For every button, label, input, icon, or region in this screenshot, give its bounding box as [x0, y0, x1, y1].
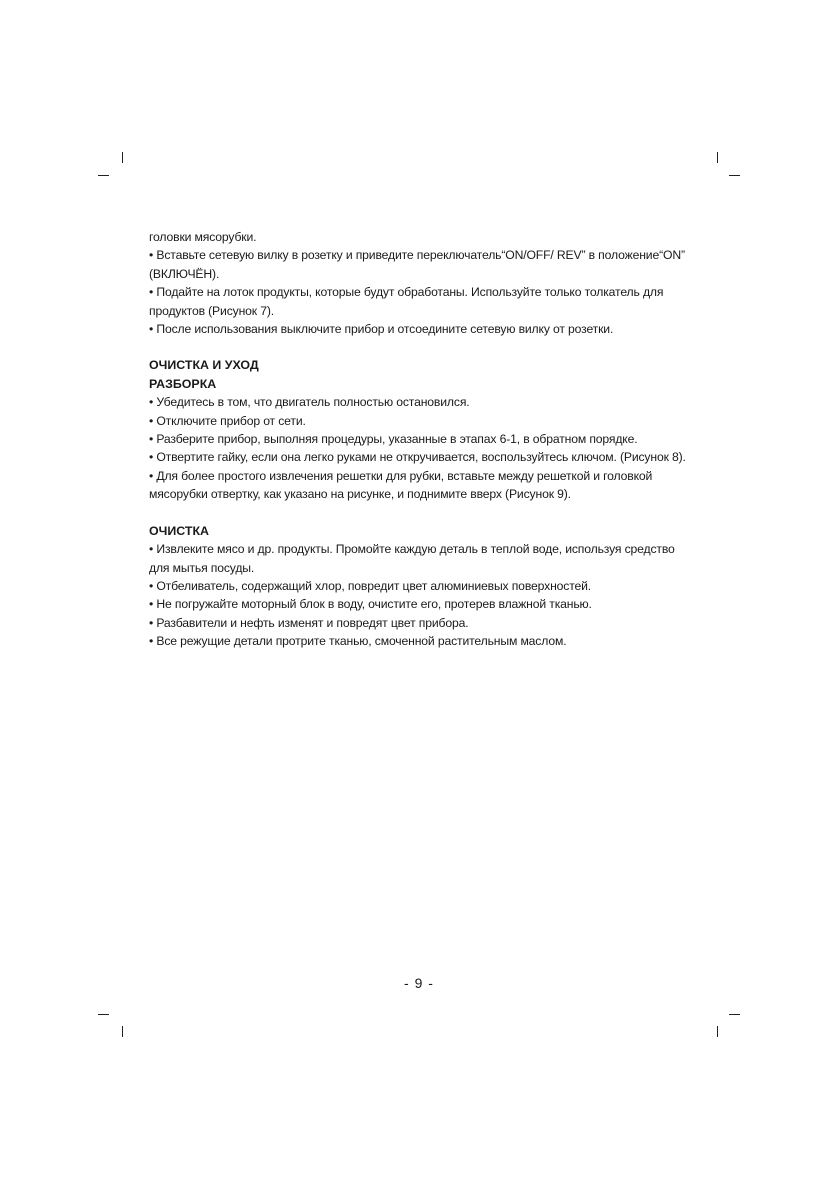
- crop-mark-top-left-vertical: [122, 152, 123, 163]
- crop-mark-bottom-left-horizontal: [98, 1014, 109, 1015]
- list-item: • Отключите прибор от сети.: [149, 413, 306, 428]
- section-title: ОЧИСТКА И УХОД: [149, 358, 259, 373]
- intro-line: • Вставьте сетевую вилку в розетку и приведите переключатель“ON/OFF/ REV” в положение“ON” (ВКЛЮЧЁН).: [149, 248, 685, 281]
- list-item: • Для более простого извлечения решетки для рубки, вставьте между решеткой и головкой мясорубки отвертку, как указано на рисунке, и поднимите вверх (Рисунок 9).: [149, 468, 653, 502]
- intro-line: • Подайте на лоток продукты, которые будут обработаны. Используйте только толкатель для продуктов (Рисунок 7).: [149, 285, 664, 318]
- crop-mark-top-right-vertical: [717, 152, 718, 163]
- list-item: • Убедитесь в том, что двигатель полностью остановился.: [149, 395, 470, 410]
- section-cleaning: [149, 522, 694, 651]
- list-item: • Отбеливатель, содержащий хлор, повредит цвет алюминиевых поверхностей.: [149, 578, 592, 593]
- intro-line: головки мясорубки.: [149, 230, 257, 244]
- list-item: • Отвертите гайку, если она легко руками не откручивается, воспользуйтесь ключом. (Рисунок 8).: [149, 450, 686, 465]
- crop-mark-bottom-left-vertical: [122, 1026, 123, 1037]
- section-care: [149, 356, 694, 503]
- intro-line: • После использования выключите прибор и отсоедините сетевую вилку от розетки.: [149, 322, 614, 337]
- list-item: • Разберите прибор, выполняя процедуры, указанные в этапах 6-1, в обратном порядке.: [149, 432, 638, 447]
- crop-mark-bottom-right-vertical: [717, 1026, 718, 1037]
- crop-mark-bottom-right-horizontal: [729, 1014, 740, 1015]
- crop-mark-top-left-horizontal: [98, 175, 109, 176]
- section-subtitle: РАЗБОРКА: [149, 376, 217, 391]
- crop-mark-top-right-horizontal: [729, 175, 740, 176]
- section-title: ОЧИСТКА: [149, 523, 209, 538]
- page-content: [149, 228, 694, 651]
- intro-block: [149, 228, 694, 338]
- page-number: - 9 -: [404, 975, 434, 991]
- list-item: • Извлеките мясо и др. продукты. Промойте каждую деталь в теплой воде, используя средство для мытья посуды.: [149, 542, 675, 575]
- list-item: • Не погружайте моторный блок в воду, очистите его, протерев влажной тканью.: [149, 597, 592, 612]
- list-item: • Все режущие детали протрите тканью, смоченной растительным маслом.: [149, 634, 567, 649]
- list-item: • Разбавители и нефть изменят и повредят цвет прибора.: [149, 615, 469, 630]
